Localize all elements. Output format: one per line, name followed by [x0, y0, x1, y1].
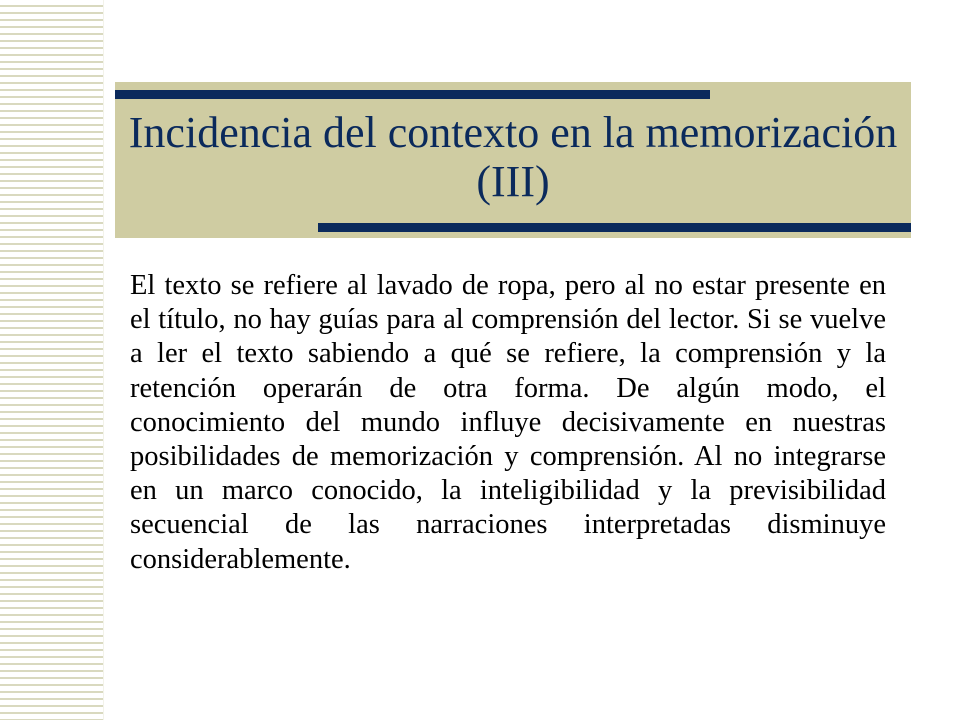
title-accent-bar-top [115, 90, 710, 99]
slide-title: Incidencia del contexto en la memorización (III) [128, 108, 898, 206]
title-accent-bar-bottom [318, 223, 911, 232]
slide-body-text: El texto se refiere al lavado de ropa, pero al no estar presente en el título, no hay guías para al comprensión del lector. Si se vuelve a ler el texto sabiendo a qué se refiere, la comprensión y la retención operarán de otra forma. De algún modo, el conocimiento del mundo influye decisivamente en nuestras posibilidades de memorización y comprensión. Al no integrarse en un marco conocido, la inteligibilidad y la previsibilidad secuencial de las narraciones interpretadas disminuye considerablemente. [130, 270, 886, 575]
left-stripe-decoration [0, 0, 104, 720]
